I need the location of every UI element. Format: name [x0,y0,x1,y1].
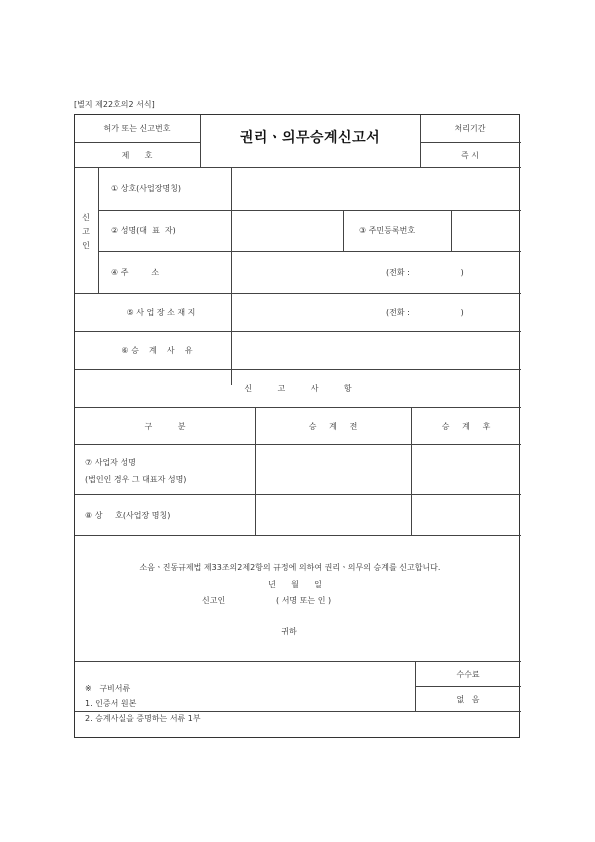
resident-number-label: ③ 주민등록번호 [359,226,416,235]
required-documents-title: ※ 구비서류 [85,684,131,693]
operator-name-label: ⑦ 사업자 성명 [85,458,136,467]
required-document-1: 1. 인증서 원본 [85,699,137,708]
number-label: 제 호 [121,151,153,160]
representative-name-label: ② 성명(대 표 자) [111,226,176,235]
grid-line [75,711,521,712]
grid-line [415,686,521,687]
grid-line [75,369,521,370]
grid-line [420,142,521,143]
grid-line [75,444,521,445]
declaration-statement: 소음ㆍ진동규제법 제33조의2제2항의 규정에 의하여 권리ㆍ의무의 승계를 신고합니다. [139,563,441,572]
business-phone-label: (전화 : ) [386,308,464,317]
succession-report-form [74,114,520,738]
grid-line [75,167,521,168]
operator-name-sublabel: (법인인 경우 그 대표자 성명) [85,475,187,484]
required-document-2: 2. 승계사실을 증명하는 서류 1부 [85,714,201,723]
grid-line [75,535,521,536]
grid-line [451,210,452,251]
declaration-applicant-signature: 신고인 ( 서명 또는 인 ) [202,596,332,605]
processing-period-value: 즉 시 [461,151,479,160]
form-title: 권리ㆍ의무승계신고서 [239,130,381,146]
grid-line [75,293,521,294]
fee-label: 수수료 [456,670,480,679]
grid-line [75,331,521,332]
permit-number-label: 허가 또는 신고번호 [103,124,171,133]
grid-line [255,407,256,535]
grid-line [98,167,99,293]
grid-line [343,210,344,251]
applicant-group-label: 신 고 인 [82,213,90,250]
address-label: ④ 주 소 [111,268,160,277]
form-caption: [별지 제22호의2 서식] [74,100,155,109]
grid-line [420,115,421,167]
column-before-succession: 승 계 전 [308,422,358,431]
applicant-phone-label: (전화 : ) [386,268,464,277]
declaration-addressee: 귀하 [281,627,297,636]
fee-value: 없 음 [456,695,480,704]
column-after-succession: 승 계 후 [441,422,491,431]
report-section-title: 신 고 사 항 [244,384,352,393]
grid-line [200,115,201,167]
grid-line [75,142,200,143]
trade-name-row-label: ⑧ 상 호(사업장 명칭) [85,511,171,520]
column-category: 구 분 [144,422,186,431]
trade-name-label: ① 상호(사업장명칭) [111,184,182,193]
business-location-label: ⑤ 사 업 장 소 재 지 [126,308,196,317]
succession-reason-label: ⑥ 승 계 사 유 [121,346,193,355]
grid-line [231,167,232,385]
grid-line [75,661,521,662]
grid-line [98,251,521,252]
declaration-date: 년 월 일 [268,580,322,589]
grid-line [98,210,521,211]
grid-line [411,407,412,535]
grid-line [75,494,521,495]
processing-period-label: 처리기간 [454,124,486,133]
grid-line [75,407,521,408]
